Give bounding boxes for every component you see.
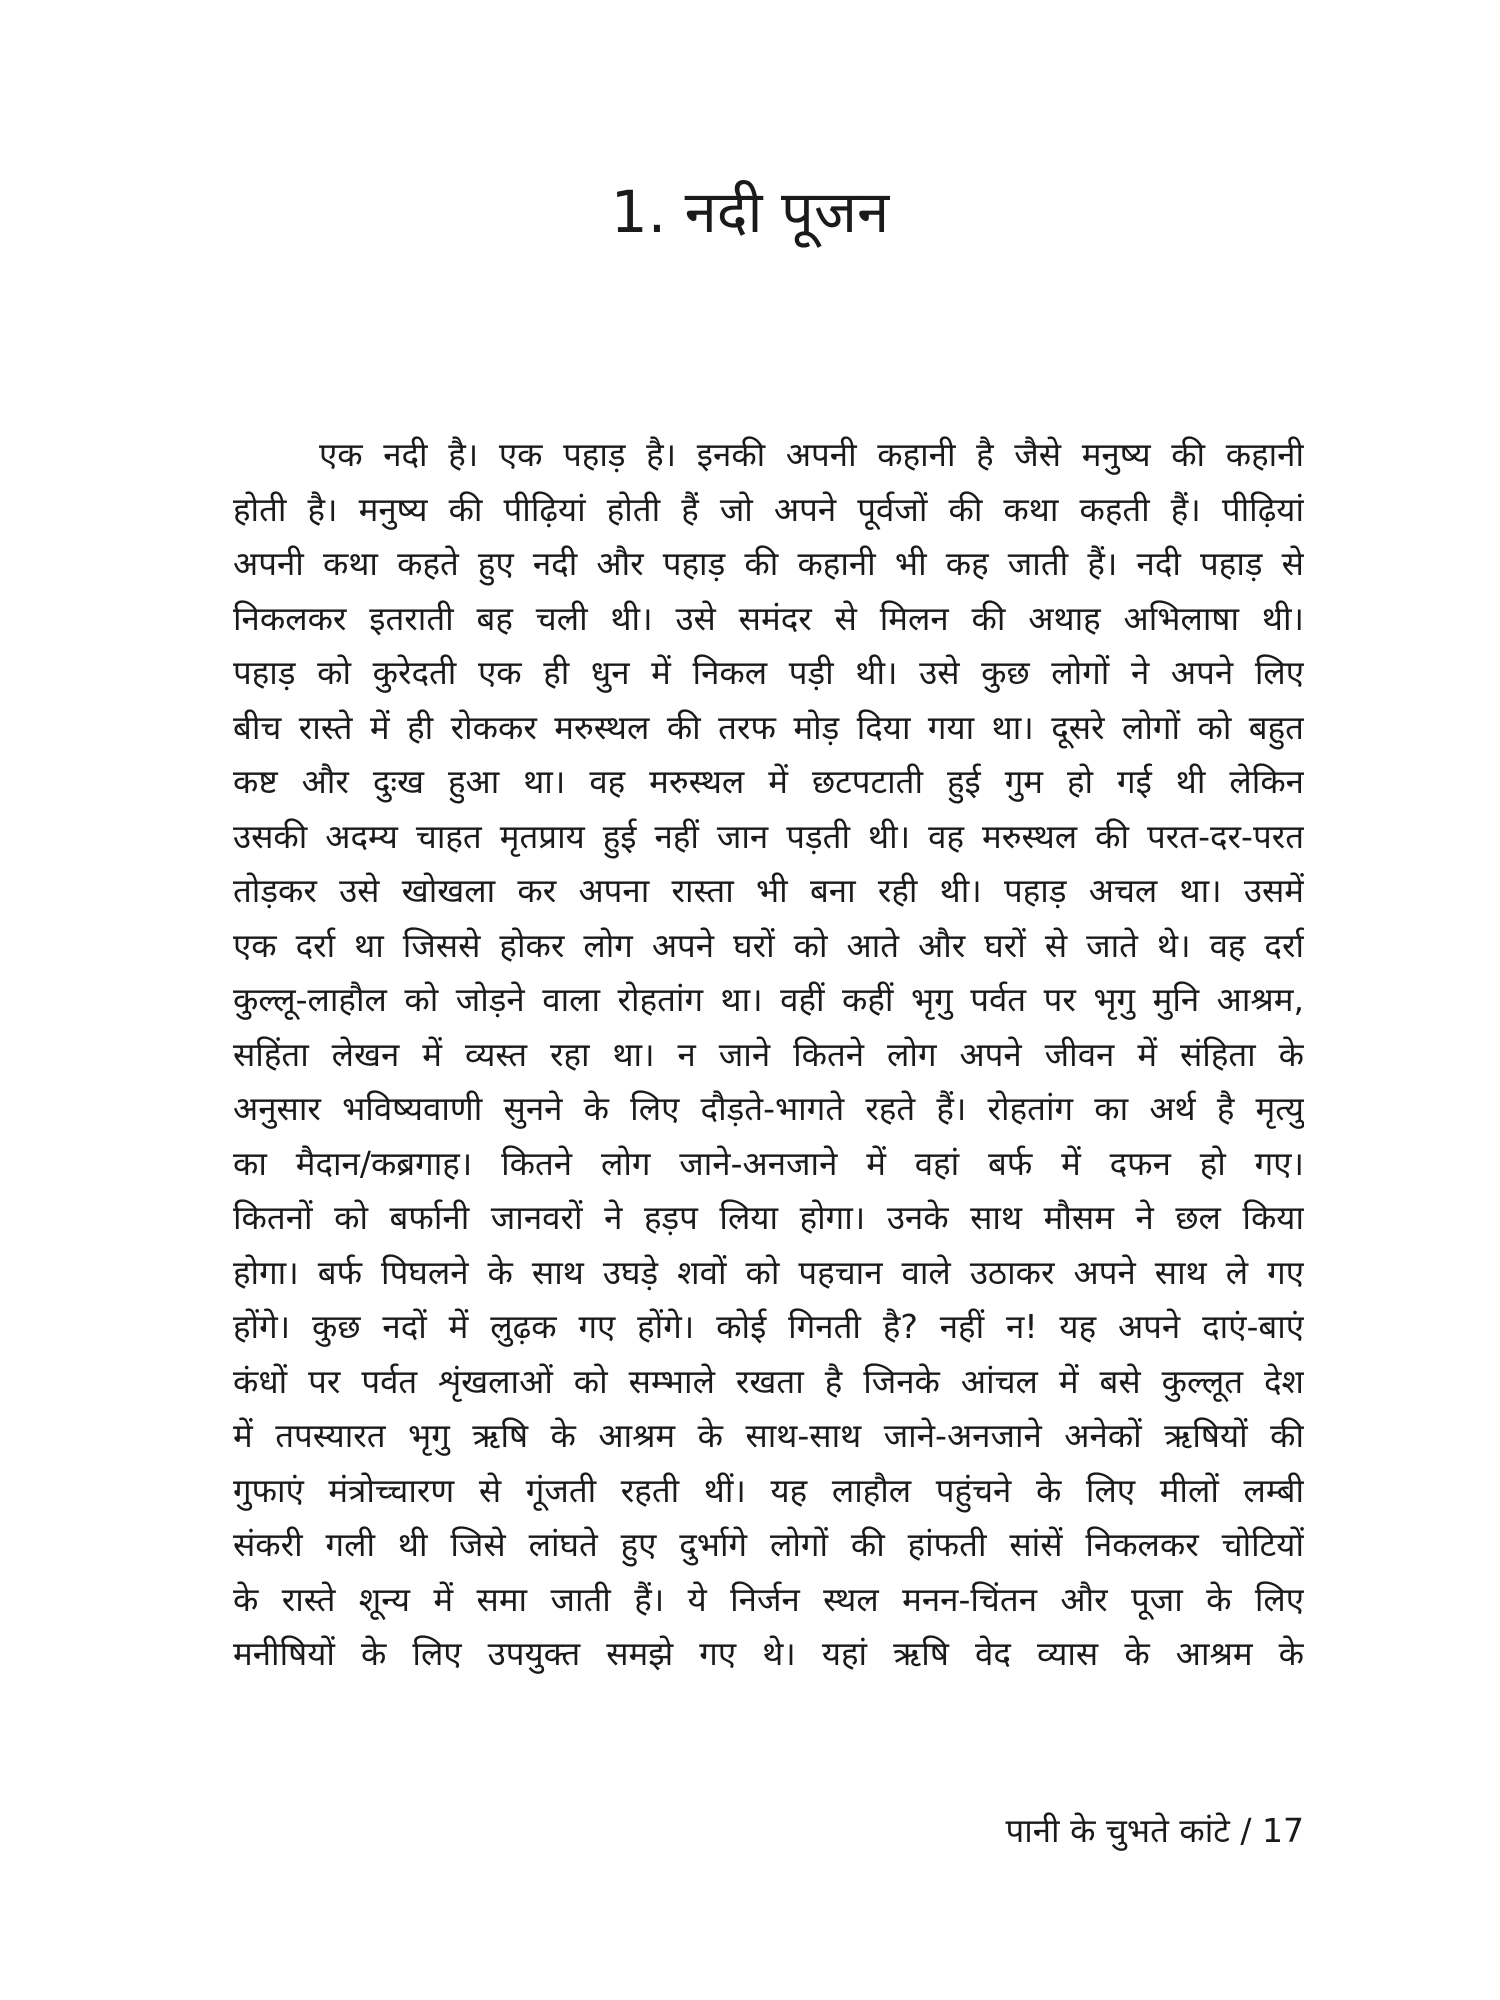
chapter-title: 1. नदी पूजन	[610, 178, 890, 246]
text-line: का मैदान/कब्रगाह। कितने लोग जाने-अनजाने में वहां बर्फ में दफन हो गए।	[233, 1143, 1304, 1183]
text-line: मनीषियों के लिए उपयुक्त समझे गए थे। यहां ऋषि वेद व्यास के आश्रम के	[233, 1634, 1304, 1673]
text-line: उसकी अदम्य चाहत मृतप्राय हुई नहीं जान पड़ती थी। वह मरुस्थल की परत-दर-परत	[233, 816, 1304, 856]
text-line: कष्ट और दुःख हुआ था। वह मरुस्थल में छटपटाती हुई गुम हो गई थी लेकिन	[233, 762, 1304, 801]
text-line: कितनों को बर्फानी जानवरों ने हड़प लिया होगा। उनके साथ मौसम ने छल किया	[233, 1198, 1304, 1237]
text-line: एक नदी है। एक पहाड़ है। इनकी अपनी कहानी है जैसे मनुष्य की कहानी	[319, 435, 1304, 474]
body-paragraph	[233, 428, 1304, 1682]
text-line: एक दर्रा था जिससे होकर लोग अपने घरों को आते और घरों से जाते थे। वह दर्रा	[233, 925, 1304, 965]
text-line: संकरी गली थी जिसे लांघते हुए दुर्भागे लोगों की हांफती सांसें निकलकर चोटियों	[233, 1525, 1304, 1564]
text-line: होंगे। कुछ नदों में लुढ़क गए होंगे। कोई गिनती है? नहीं न! यह अपने दाएं-बाएं	[233, 1307, 1304, 1346]
text-line: तोड़कर उसे खोखला कर अपना रास्ता भी बना रही थी। पहाड़ अचल था। उसमें	[233, 871, 1304, 910]
text-line: अनुसार भविष्यवाणी सुनने के लिए दौड़ते-भागते रहते हैं। रोहतांग का अर्थ है मृत्यु	[233, 1089, 1304, 1128]
text-line: सहिंता लेखन में व्यस्त रहा था। न जाने कितने लोग अपने जीवन में संहिता के	[233, 1034, 1304, 1074]
text-line: पहाड़ को कुरेदती एक ही धुन में निकल पड़ी थी। उसे कुछ लोगों ने अपने लिए	[233, 653, 1304, 692]
text-line: अपनी कथा कहते हुए नदी और पहाड़ की कहानी भी कह जाती हैं। नदी पहाड़ से	[233, 544, 1304, 583]
text-line: के रास्ते शून्य में समा जाती हैं। ये निर्जन स्थल मनन-चिंतन और पूजा के लिए	[233, 1579, 1304, 1619]
text-line: होती है। मनुष्य की पीढ़ियां होती हैं जो अपने पूर्वजों की कथा कहती हैं। पीढ़ियां	[233, 489, 1304, 529]
text-line: निकलकर इतराती बह चली थी। उसे समंदर से मिलन की अथाह अभिलाषा थी।	[233, 598, 1304, 638]
text-line: बीच रास्ते में ही रोककर मरुस्थल की तरफ मोड़ दिया गया था। दूसरे लोगों को बहुत	[233, 707, 1304, 747]
text-line: गुफाएं मंत्रोच्चारण से गूंजती रहती थीं। यह लाहौल पहुंचने के लिए मीलों लम्बी	[233, 1470, 1304, 1510]
text-line: होगा। बर्फ पिघलने के साथ उघड़े शवों को पहचान वाले उठाकर अपने साथ ले गए	[233, 1252, 1304, 1292]
text-line: कंधों पर पर्वत शृंखलाओं को सम्भाले रखता है जिनके आंचल में बसे कुल्लूत देश	[233, 1361, 1304, 1401]
text-line: कुल्लू-लाहौल को जोड़ने वाला रोहतांग था। वहीं कहीं भृगु पर्वत पर भृगु मुनि आश्रम,	[233, 980, 1304, 1019]
page-footer: पानी के चुभते कांटे / 17	[1005, 1811, 1304, 1850]
text-line: में तपस्यारत भृगु ऋषि के आश्रम के साथ-साथ जाने-अनजाने अनेकों ऋषियों की	[233, 1416, 1304, 1455]
